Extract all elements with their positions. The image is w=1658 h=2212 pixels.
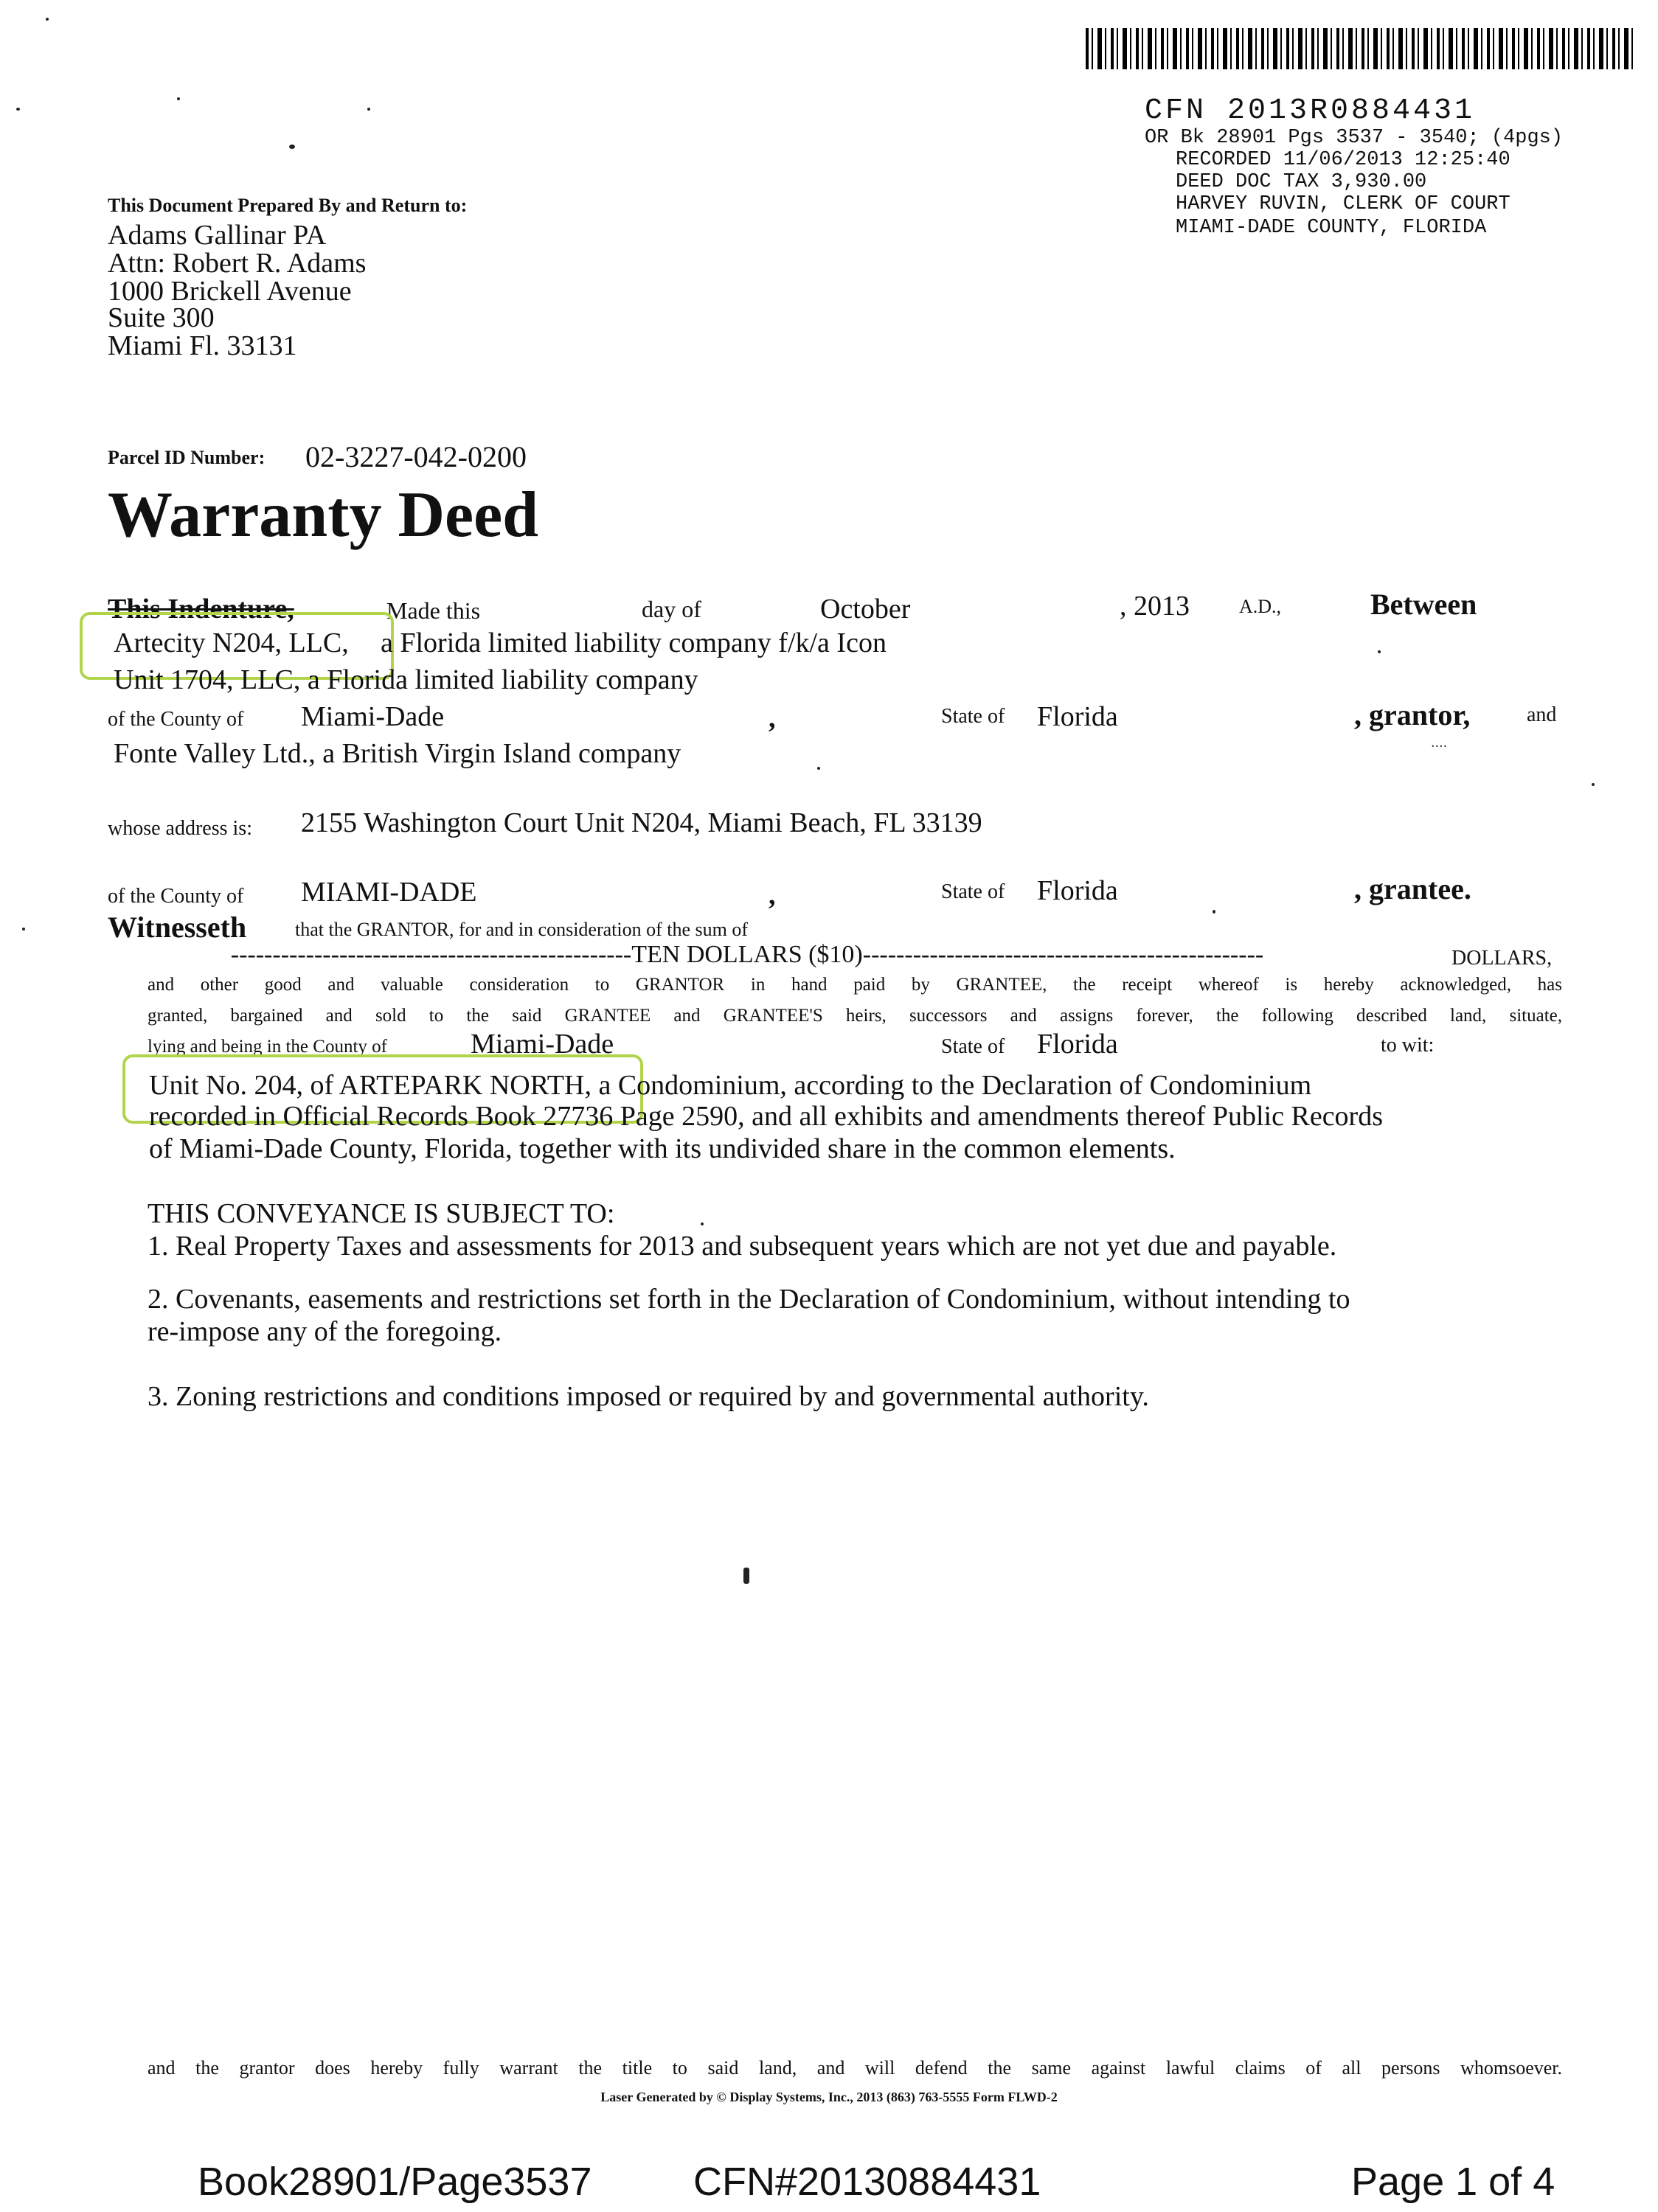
recording-clerk: HARVEY RUVIN, CLERK OF COURT bbox=[1176, 193, 1510, 215]
recording-recorded: RECORDED 11/06/2013 12:25:40 bbox=[1176, 149, 1510, 171]
grantee-state: Florida bbox=[1037, 875, 1118, 906]
prepared-by-line: Attn: Robert R. Adams bbox=[108, 248, 367, 279]
prepared-by-line: Adams Gallinar PA bbox=[108, 220, 327, 251]
dollars-label: DOLLARS, bbox=[1451, 947, 1553, 970]
subject-to-heading: THIS CONVEYANCE IS SUBJECT TO: bbox=[148, 1198, 615, 1229]
prepared-by-line: Miami Fl. 33131 bbox=[108, 330, 297, 361]
ad-label: A.D., bbox=[1239, 596, 1282, 617]
form-generator: Laser Generated by © Display Systems, Inc., 2013 (863) 763-5555 Form FLWD-2 bbox=[600, 2090, 1058, 2104]
grantor-role: , grantor, bbox=[1354, 698, 1471, 731]
grantee-county: MIAMI-DADE bbox=[301, 877, 477, 908]
recording-county: MIAMI-DADE COUNTY, FLORIDA bbox=[1176, 217, 1487, 239]
barcode bbox=[1086, 28, 1633, 69]
grantee-address: 2155 Washington Court Unit N204, Miami Beach, FL 33139 bbox=[301, 807, 982, 838]
legal-description-text: of Miami-Dade County, Florida, together with its undivided share in the common elements. bbox=[149, 1133, 1176, 1164]
county-label: of the County of bbox=[108, 708, 244, 731]
day-of-label: day of bbox=[642, 596, 701, 622]
recording-deed-tax: DEED DOC TAX 3,930.00 bbox=[1176, 171, 1427, 193]
comma: , bbox=[769, 880, 776, 911]
legal-description-text: recorded in Official Records Book 27736 Page 2590, and all exhibits and amendments thereof Public Records bbox=[149, 1101, 1384, 1132]
deed-month: October bbox=[820, 594, 911, 625]
subject-to-item: re-impose any of the foregoing. bbox=[148, 1316, 502, 1347]
comma: , bbox=[769, 703, 776, 734]
prepared-by-line: Suite 300 bbox=[108, 302, 215, 333]
scan-speck bbox=[1592, 783, 1595, 786]
unit-description: Unit No. 204, of ARTEPARK NORTH, bbox=[149, 1070, 592, 1101]
between-label: Between bbox=[1370, 588, 1477, 621]
footer-page-number: Page 1 of 4 bbox=[1351, 2160, 1555, 2204]
scan-speck bbox=[289, 145, 295, 149]
state-label: State of bbox=[941, 705, 1005, 728]
and-label: and bbox=[1527, 703, 1557, 726]
grantor-description: Unit 1704, LLC, a Florida limited liability company bbox=[114, 664, 698, 695]
scan-speck bbox=[743, 1568, 749, 1584]
scan-speck bbox=[1213, 910, 1215, 914]
grantor-state: Florida bbox=[1037, 701, 1118, 732]
dots-mark: .... bbox=[1431, 734, 1448, 751]
grantor-county: Miami-Dade bbox=[301, 701, 445, 732]
prepared-by-line: 1000 Brickell Avenue bbox=[108, 276, 352, 307]
address-label: whose address is: bbox=[108, 817, 252, 840]
grantee-name: Fonte Valley Ltd., a British Virgin Island company bbox=[114, 738, 681, 769]
witnesseth-text: granted, bargained and sold to the said GRANTEE and GRANTEE'S heirs, successors and assigns forever, the following described land, situate, bbox=[148, 1006, 1562, 1026]
prepared-by-heading: This Document Prepared By and Return to: bbox=[108, 195, 468, 216]
footer-cfn: CFN#20130884431 bbox=[693, 2160, 1041, 2204]
parcel-label: Parcel ID Number: bbox=[108, 447, 266, 468]
scan-speck bbox=[46, 18, 49, 21]
witnesseth-label: Witnesseth bbox=[108, 911, 247, 944]
state-label: State of bbox=[941, 1035, 1005, 1058]
recording-book-pages: OR Bk 28901 Pgs 3537 - 3540; (4pgs) bbox=[1145, 127, 1564, 149]
footer-book-page: Book28901/Page3537 bbox=[198, 2160, 592, 2204]
consideration-amount: ------------------------------------------------TEN DOLLARS ($10)------------------------------------------------ bbox=[230, 941, 1264, 968]
land-state: Florida bbox=[1037, 1029, 1118, 1060]
to-wit-label: to wit: bbox=[1381, 1034, 1435, 1057]
scan-speck bbox=[177, 97, 180, 100]
scan-speck bbox=[22, 928, 25, 931]
grantor-description: a Florida limited liability company f/k/a Icon bbox=[381, 627, 887, 658]
witnesseth-text: and other good and valuable consideration to GRANTOR in hand paid by GRANTEE, the receipt whereof is hereby acknowledged, has bbox=[148, 975, 1562, 995]
state-label: State of bbox=[941, 880, 1005, 903]
deed-year: , 2013 bbox=[1120, 591, 1190, 622]
scan-speck bbox=[1378, 650, 1381, 653]
scan-speck bbox=[817, 767, 820, 770]
warranty-clause: and the grantor does hereby fully warrant the title to said land, and will defend the same against lawful claims of all persons whomsoever. bbox=[148, 2057, 1562, 2079]
scan-speck bbox=[367, 108, 370, 111]
recording-cfn: CFN 2013R0884431 bbox=[1145, 94, 1476, 128]
grantor-name: Artecity N204, LLC, bbox=[114, 627, 349, 658]
indenture-label: This Indenture, bbox=[108, 594, 294, 625]
legal-description bbox=[149, 1069, 1311, 1102]
document-title: Warranty Deed bbox=[108, 479, 539, 551]
witnesseth-text: lying and being in the County of bbox=[148, 1037, 387, 1057]
grantee-role: , grantee. bbox=[1354, 872, 1471, 905]
scan-speck bbox=[701, 1222, 704, 1225]
parcel-id: 02-3227-042-0200 bbox=[305, 440, 527, 473]
subject-to-item: 1. Real Property Taxes and assessments for 2013 and subsequent years which are not yet due and payable. bbox=[148, 1231, 1337, 1262]
made-this-label: Made this bbox=[386, 597, 481, 624]
witnesseth-intro: that the GRANTOR, for and in consideration of the sum of bbox=[295, 919, 749, 940]
legal-description-text: a Condominium, according to the Declaration of Condominium bbox=[591, 1070, 1312, 1101]
county-label: of the County of bbox=[108, 885, 244, 908]
subject-to-item: 3. Zoning restrictions and conditions imposed or required by and governmental authority. bbox=[148, 1381, 1149, 1412]
subject-to-item: 2. Covenants, easements and restrictions set forth in the Declaration of Condominium, without intending to bbox=[148, 1284, 1350, 1315]
scan-speck bbox=[16, 108, 20, 111]
land-county: Miami-Dade bbox=[471, 1029, 614, 1060]
